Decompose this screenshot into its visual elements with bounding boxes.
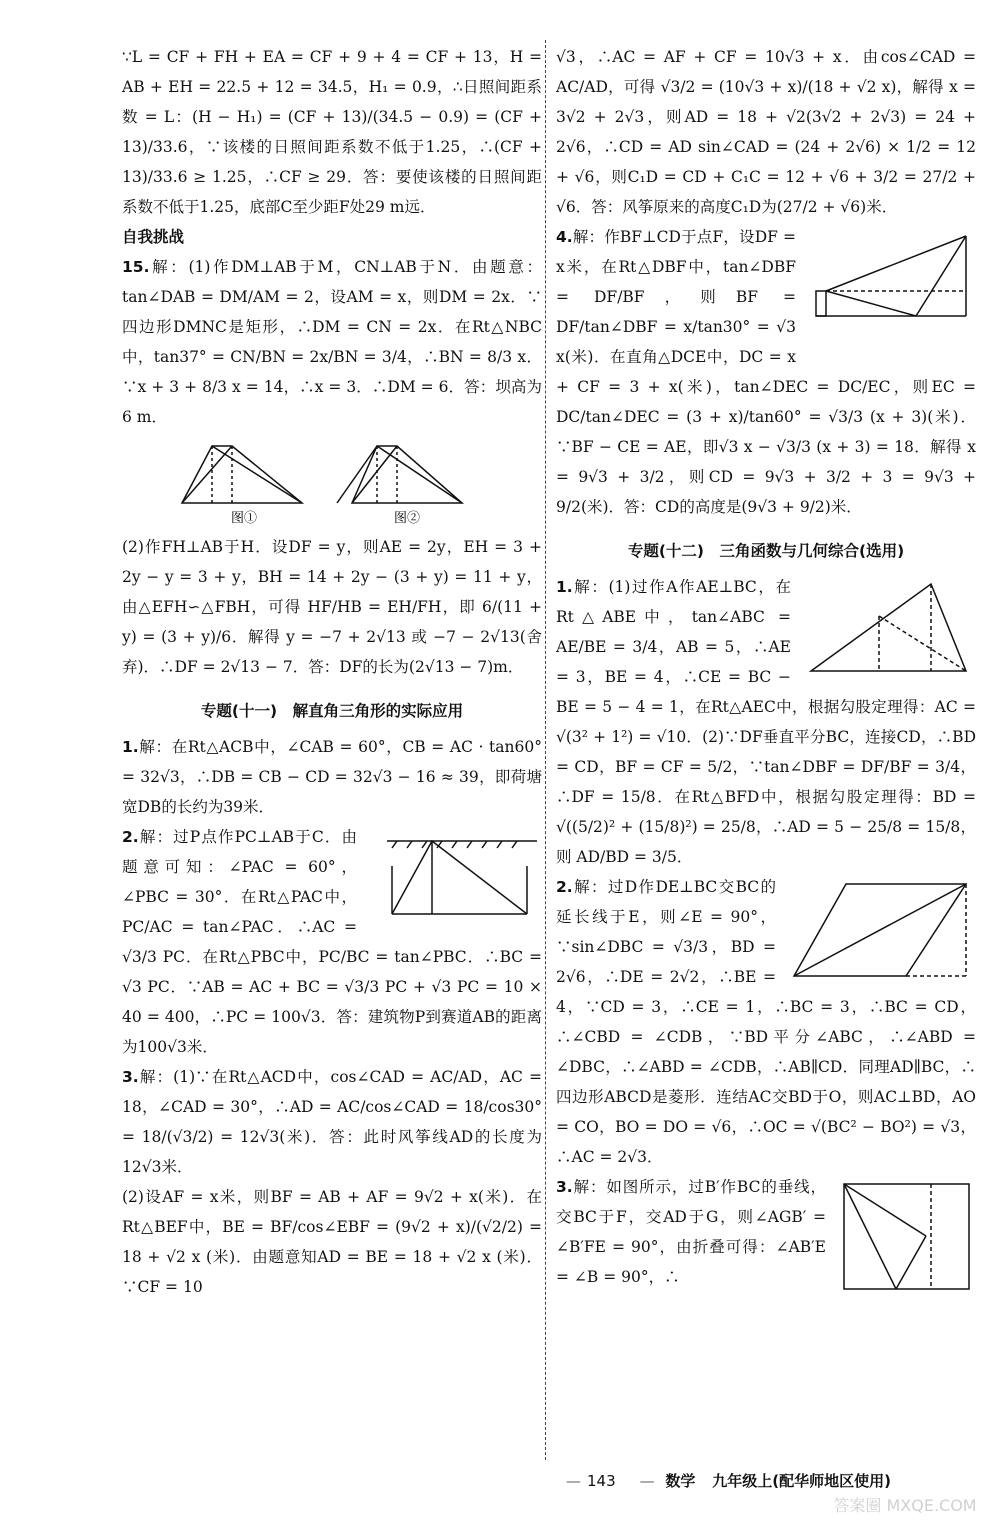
triangle-figure xyxy=(801,576,976,686)
footer-subject: 数学 xyxy=(665,1472,696,1490)
svg-text:答案圈 MXQE.COM: 答案圈 MXQE.COM xyxy=(833,1496,977,1515)
question-15-part-2: (2)作FH⊥AB于H．设DF = y，则AE = 2y，EH = 3 + 2y − y = 3 + y，BH = 14 + 2y − (3 + y) = 11 + y，由△EFH∽△FBH，可得 HF/HB = EH/FH，即 6/(11 + y) = (3 + y)/6．解得 y = −7 + 2√13 或 −7 − 2√13(舍弃)．∴DF = 2√13 − 7．答：DF的长为(2√13 − 7)m． xyxy=(122,538,542,676)
kite-tower-figure xyxy=(806,226,976,341)
question-15 xyxy=(122,252,542,432)
right-column xyxy=(556,42,976,1300)
page-number: 143 xyxy=(587,1472,616,1490)
paragraph-intro: ∵L = CF + FH + EA = CF + 9 + 4 = CF + 13，H = AB + EH = 22.5 + 12 = 34.5，H₁ = 0.9，∴日照间距系数 = L：(H − H₁) = (CF + 13)/(34.5 − 0.9) = (CF + 13)/33.6，∵该楼的日照间距系数不低于1.25，∴(CF + 13)/33.6 ≥ 1.25，∴CF ≥ 29．答：要使该楼的日照间距系数不低于1.25，底部C至少距F处29 m远． xyxy=(122,48,542,216)
left-column xyxy=(122,42,542,1302)
building-angle-figure xyxy=(367,826,542,926)
figure-2 xyxy=(337,446,462,503)
question-4-text: 解：作BF⊥CD于点F，设DF = x米，在Rt△DBF中，tan∠DBF = DF/BF，则BF = DF/tan∠DBF = x/tan30° = √3 x(米)．在直角△DCE中，DC = x + CF = 3 + x(米)，tan∠DEC = DC/EC，则EC = DC/tan∠DEC = (3 + x)/tan60° = √3/3 (x + 3)(米)．∵BF − CE = AE，即√3 x − √3/3 (x + 3) = 18．解得 x = 9√3 + 3/2，则CD = 9√3 + 3/2 + 3 = 9√3 + 9/2(米)．答：CD的高度是(9√3 + 9/2)米． xyxy=(556,228,976,516)
question-number: 2. xyxy=(556,878,573,896)
question-number: 2. xyxy=(122,828,139,846)
column-divider xyxy=(545,40,546,1460)
topic-12-heading: 专题(十二) 三角函数与几何综合(选用) xyxy=(627,542,905,560)
question-number: 1. xyxy=(122,738,139,756)
folded-rectangle-figure xyxy=(836,1176,976,1296)
question-3 xyxy=(122,1062,542,1182)
figure-2-caption: 图② xyxy=(393,511,421,526)
page-footer: — 143 — 数学 九年级上(配华师地区使用) xyxy=(566,1472,891,1490)
question-2-text: 解：过P点作PC⊥AB于C．由题意可知：∠PAC = 60°，∠PBC = 30°．在Rt△PAC中，PC/AC = tan∠PAC．∴AC = √3/3 PC．在Rt△PBC中，PC/BC = tan∠PBC．∴BC = √3 PC．∵AB = AC + BC = √3/3 PC + √3 PC = 10 × 40 = 400，∴PC = 100√3．答：建筑物P到赛道AB的距离为100√3米． xyxy=(122,828,542,1056)
question-number: 15. xyxy=(122,258,150,276)
topic-12-question-2-text: 解：过D作DE⊥BC交BC的延长线于E，则∠E = 90°，∵sin∠DBC = √3/3，BD = 2√6，∴DE = 2√2，∴BE = 4，∵CD = 3，∴CE = 1，∴BC = 3，∴BC = CD，∴∠CBD = ∠CDB，∵BD平分∠ABC，∴∠ABD = ∠DBC，∴∠ABD = ∠CDB，∴AB∥CD．同理AD∥BC，∴四边形ABCD是菱形．连结AC交BD于O，则AC⊥BD，AO = CO，BO = DO = √6，∴OC = √(BC² − BO²) = √3，∴AC = 2√3． xyxy=(556,878,976,1166)
figure-1 xyxy=(182,446,302,503)
question-number: 3. xyxy=(122,1068,139,1086)
question-number: 4. xyxy=(556,228,573,246)
trapezoid-figures xyxy=(172,438,492,526)
question-number: 3. xyxy=(556,1178,573,1196)
question-1 xyxy=(122,732,542,822)
section-heading-self-challenge: 自我挑战 xyxy=(122,228,185,246)
topic-12-question-3-text: 解：如图所示，过B′作BC的垂线，交BC于F，交AD于G，则∠AGB′ = ∠B′FE = 90°，由折叠可得：∠AB′E = ∠B = 90°，∴ xyxy=(556,1178,826,1286)
footer-grade: 九年级上(配华师地区使用) xyxy=(712,1472,891,1490)
question-number: 1. xyxy=(556,578,573,596)
paragraph-continued: √3，∴AC = AF + CF = 10√3 + x．由cos∠CAD = AC/AD，可得 √3/2 = (10√3 + x)/(18 + √2 x)，解得 x = 3√2 + 2√3，则AD = 18 + √2(3√2 + 2√3) = 24 + 2√6，∴CD = AD sin∠CAD = (24 + 2√6) × 1/2 = 12 + √6，则C₁D = CD + C₁C = 12 + √6 + 3/2 = 27/2 + √6．答：风筝原来的高度C₁D为(27/2 + √6)米． xyxy=(556,48,976,216)
question-3-part-2: (2)设AF = x米，则BF = AB + AF = 9√2 + x(米)．在Rt△BEF中，BE = BF/cos∠EBF = (9√2 + x)/(√2/2) = 18 + √2 x (米)．由题意知AD = BE = 18 + √2 x (米)．∵CF = 10 xyxy=(122,1188,542,1296)
topic-12-question-1-text: 解：(1)过作A作AE⊥BC，在Rt△ABE中，tan∠ABC = AE/BE = 3/4，AB = 5，∴AE = 3，BE = 4，∴CE = BC − BE = 5 − 4 = 1，在Rt△AEC中，根据勾股定理得：AC = √(3² + 1²) = √10．(2)∵DF垂直平分BC，连接CD，∴BD = CD，BF = CF = 5/2，∵tan∠DBF = DF/BF = 3/4，∴DF = 15/8．在Rt△BFD中，根据勾股定理得：BD = √((5/2)² + (15/8)²) = 25/8，∴AD = 5 − 25/8 = 15/8，则 AD/BD = 3/5． xyxy=(556,578,976,866)
question-1-text: 解：在Rt△ACB中，∠CAB = 60°，CB = AC · tan60° = 32√3，∴DB = CB − CD = 32√3 − 16 ≈ 39，即荷塘宽DB的长约为39米． xyxy=(122,738,542,816)
figure-1-caption: 图① xyxy=(230,511,258,526)
watermark-logo xyxy=(820,1449,990,1519)
rhombus-figure xyxy=(786,876,976,986)
topic-11-heading: 专题(十一) 解直角三角形的实际应用 xyxy=(200,702,464,720)
question-15-text: 解：(1)作DM⊥AB于M，CN⊥AB于N．由题意：tan∠DAB = DM/AM = 2，设AM = x，则DM = 2x．∵四边形DMNC是矩形，∴DM = CN = 2x．在Rt△NBC中，tan37° = CN/BN = 2x/BN = 3/4，∴BN = 8/3 x．∵x + 3 + 8/3 x = 14，∴x = 3．∴DM = 6．答：坝高为6 m． xyxy=(122,258,542,426)
question-3-text: 解：(1)∵在Rt△ACD中，cos∠CAD = AC/AD，AC = 18，∠CAD = 30°，∴AD = AC/cos∠CAD = 18/cos30° = 18/(√3/2) = 12√3(米)．答：此时风筝线AD的长度为12√3米． xyxy=(122,1068,542,1176)
